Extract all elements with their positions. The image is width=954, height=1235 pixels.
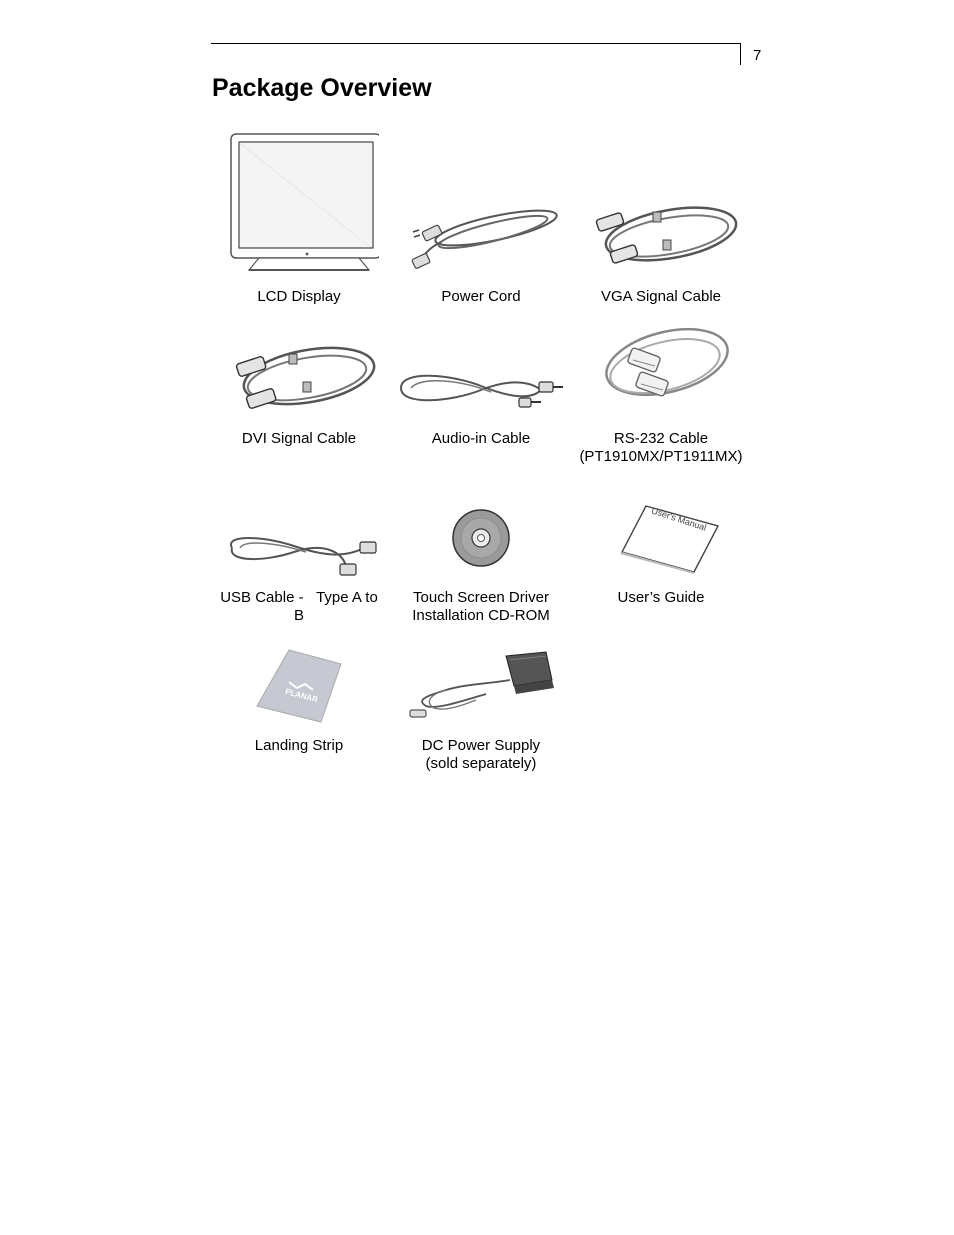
- caption-line: RS-232 Cable: [613, 430, 709, 447]
- power-cord-illustration: [391, 202, 571, 272]
- users-guide-illustration: [571, 502, 751, 574]
- rs232-cable-illustration: [571, 322, 751, 414]
- item-caption: [561, 589, 761, 607]
- item-caption: [561, 288, 761, 306]
- caption-line: VGA Signal Cable: [600, 288, 722, 305]
- caption-line: LCD Display: [257, 288, 341, 305]
- item-caption: [199, 737, 399, 755]
- audio-cable-illustration: [391, 360, 571, 416]
- dvi-cable-illustration: [209, 338, 389, 418]
- item-caption: [381, 288, 581, 306]
- item-caption: [199, 430, 399, 448]
- usb-cable-illustration: [209, 522, 389, 582]
- strip-logo-text: PLANAR: [284, 686, 319, 705]
- caption-line: USB Cable - Type A to: [220, 589, 378, 606]
- caption-line: DC Power Supply: [421, 737, 541, 754]
- guide-cover-text: User's Manual: [650, 505, 708, 533]
- caption-line: DVI Signal Cable: [241, 430, 357, 447]
- page-title: Package Overview: [212, 74, 432, 102]
- caption-line: (sold separately): [425, 755, 537, 772]
- item-caption: [199, 288, 399, 306]
- item-caption: [561, 430, 761, 466]
- header-tick: [740, 43, 741, 65]
- caption-line: Landing Strip: [254, 737, 344, 754]
- caption-line: Power Cord: [441, 288, 521, 305]
- item-caption: [199, 589, 399, 625]
- header-rule: [211, 43, 740, 44]
- caption-line: B: [293, 607, 304, 624]
- item-caption: [381, 589, 581, 625]
- lcd-display-illustration: [209, 130, 389, 275]
- caption-line: User’s Guide: [617, 589, 705, 606]
- caption-line: Installation CD-ROM: [412, 607, 550, 624]
- cd-rom-illustration: [391, 508, 571, 568]
- page-number: 7: [753, 47, 762, 64]
- landing-strip-illustration: [209, 648, 389, 724]
- vga-cable-illustration: [571, 200, 751, 272]
- item-caption: [381, 430, 581, 448]
- item-caption: [381, 737, 581, 773]
- caption-line: Touch Screen Driver: [413, 589, 549, 606]
- caption-line: (PT1910MX/PT1911MX): [579, 448, 743, 465]
- caption-line: Audio-in Cable: [431, 430, 531, 447]
- dc-power-supply-illustration: [391, 650, 571, 724]
